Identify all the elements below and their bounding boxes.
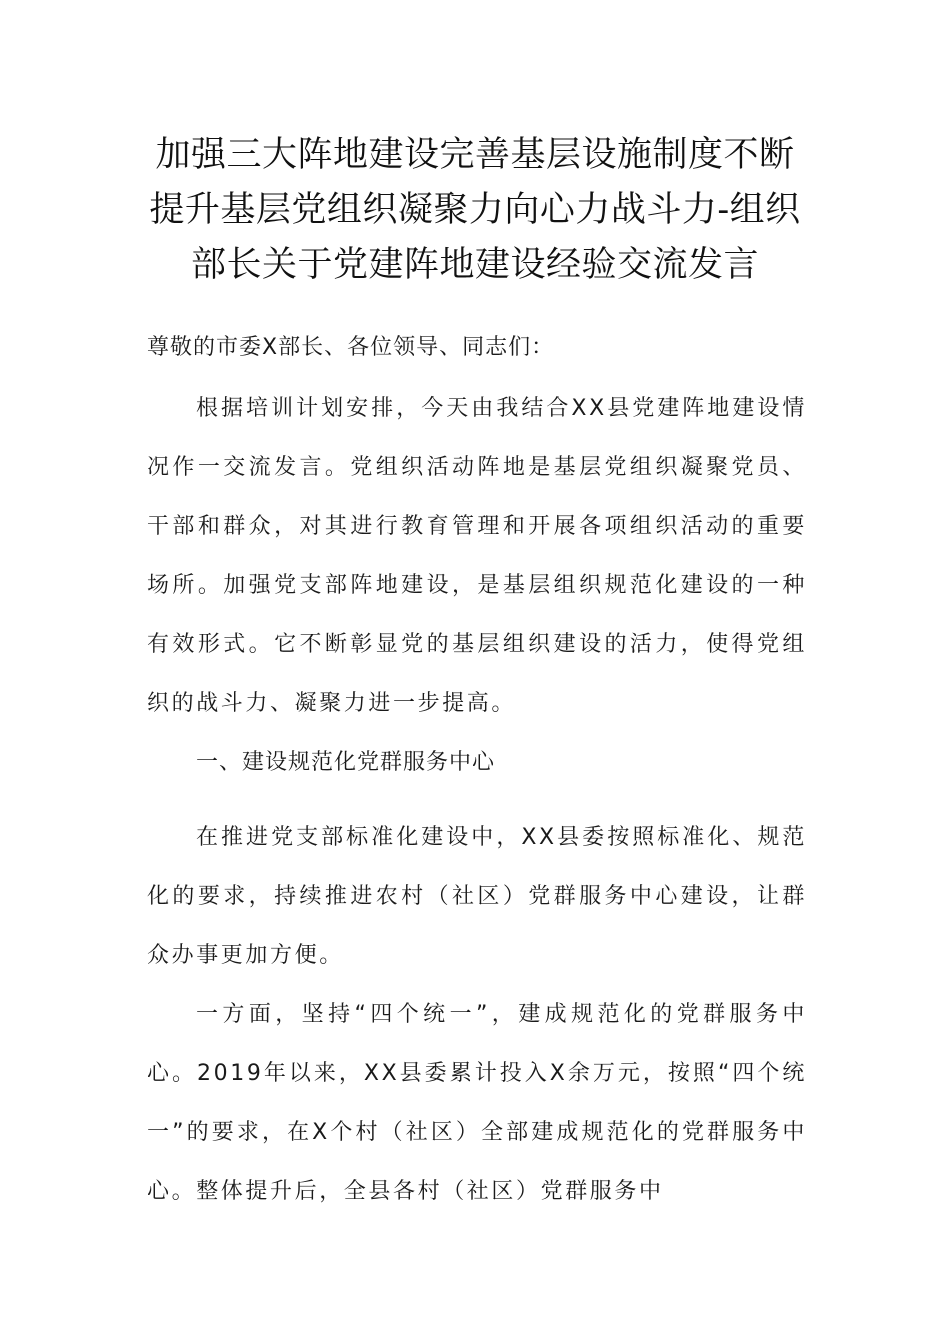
paragraph-section-1: 在推进党支部标准化建设中，XX县委按照标准化、规范化的要求，持续推进农村（社区）党群服务中心建设，让群众办事更加方便。: [147, 825, 807, 968]
paragraph-intro: 根据培训计划安排，今天由我结合XX县党建阵地建设情况作一交流发言。党组织活动阵地是基层党组织凝聚党员、干部和群众，对其进行教育管理和开展各项组织活动的重要场所。加强党支部阵地建设，是基层组织规范化建设的一种有效形式。它不断彰显党的基层组织建设的活力，使得党组织的战斗力、凝聚力进一步提高。: [147, 396, 807, 716]
title-line-3: 部长关于党建阵地建设经验交流发言: [190, 245, 759, 285]
title-line-2: 提升基层党组织凝聚力向心力战斗力-组织: [149, 190, 801, 230]
salutation: 尊敬的市委X部长、各位领导、同志们：: [147, 335, 555, 360]
title-line-1: 加强三大阵地建设完善基层设施制度不断: [155, 135, 795, 175]
document-title: [140, 128, 810, 293]
paragraph-four-unifications: 一方面，坚持“四个统一”，建成规范化的党群服务中心。2019年以来，XX县委累计投入X余万元，按照“四个统一”的要求，在X个村（社区）全部建成规范化的党群服务中心。整体提升后，全县各村（社区）党群服务中: [147, 1002, 807, 1204]
section-heading-1: 一、建设规范化党群服务中心: [196, 750, 496, 775]
